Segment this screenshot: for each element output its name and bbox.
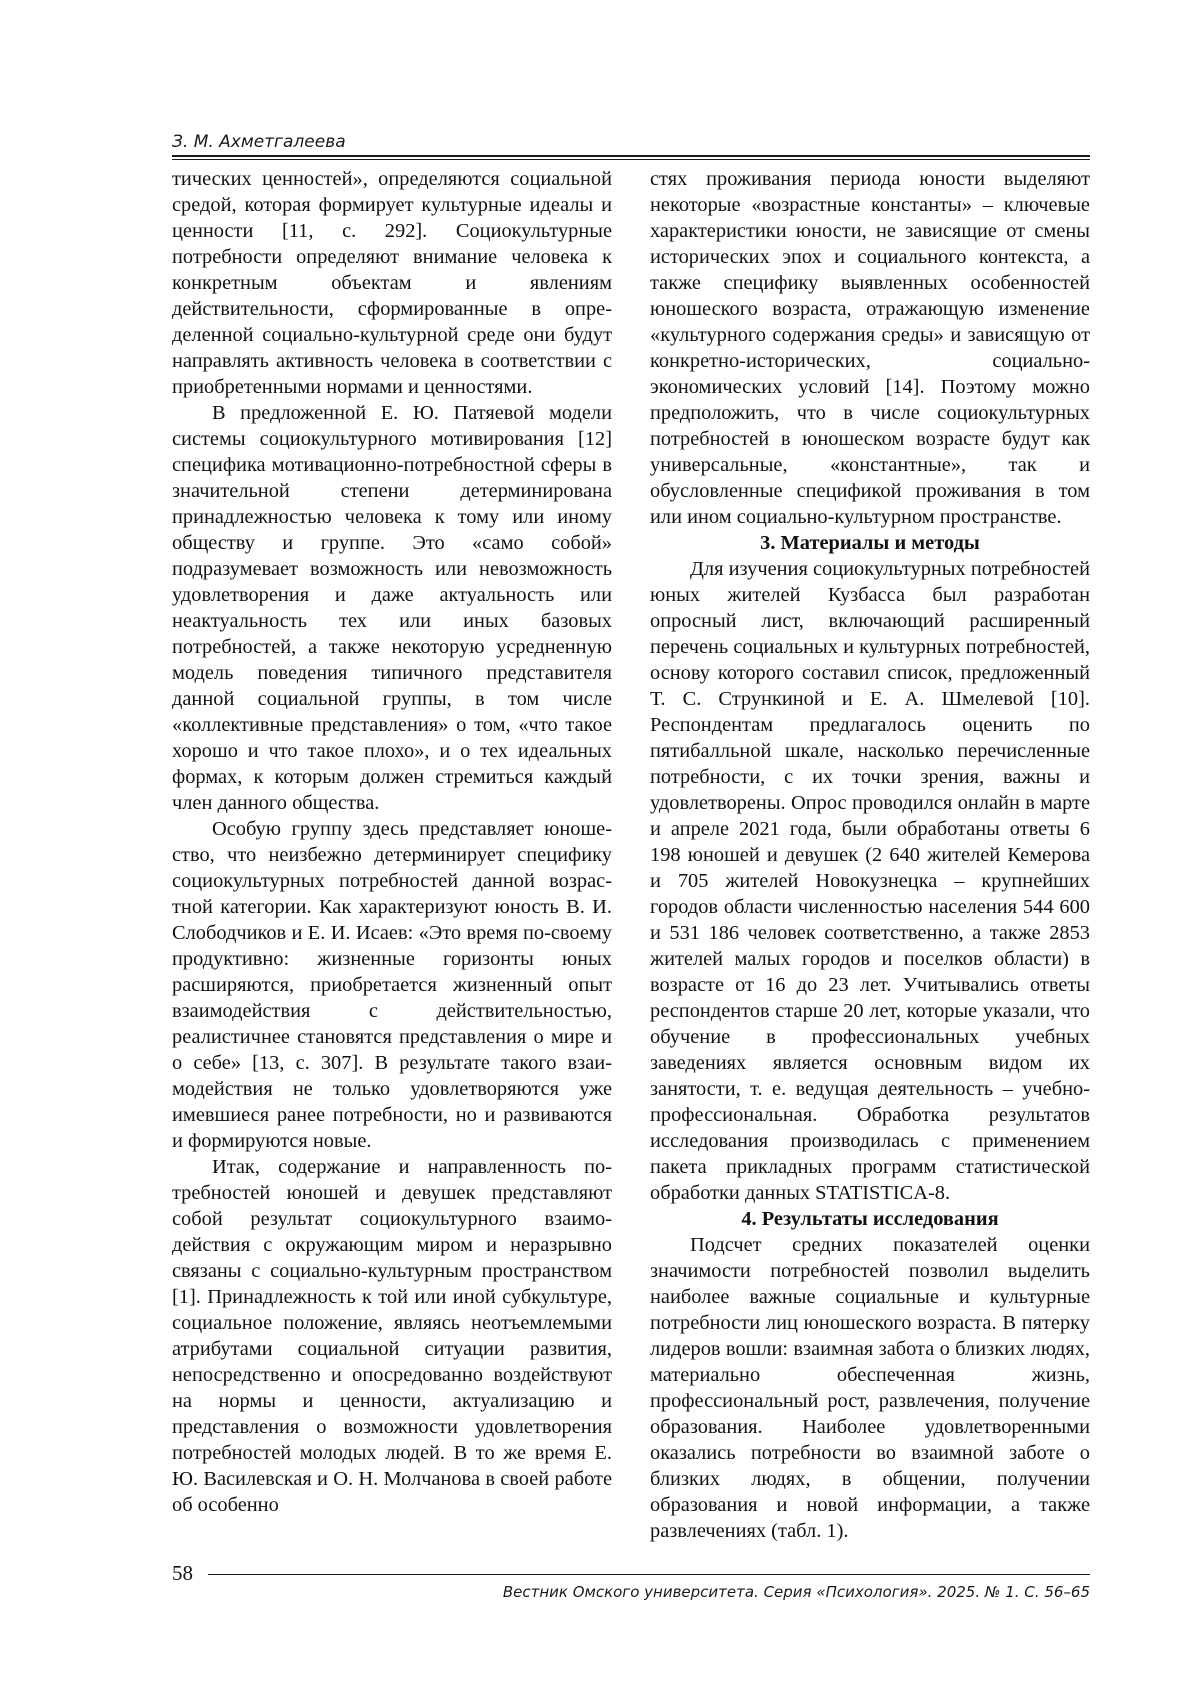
paragraph: Для изучения социокультурных потребностей юных жителей Кузбасса был разработан опросный лист, включающий расширенный перечень социальных и культурных потребностей, основу которого составил список, предложенный Т. С. Стрункиной и Е. А. Шмелевой [10]. Респондентам предлагалось оценить по пятибалльной шкале, насколько перечисленные потребности, с их точки зрения, важны и удовлетворены. Опрос проводился онлайн в марте и апреле 2021 года, были обработаны ответы 6 198 юношей и девушек (2 640 жителей Кемерова и 705 жителей Новокузнецка – крупнейших городов области численностью населения 544 600 и 531 186 человек соответственно, а также 2853 жителей малых городов и поселков области) в возрасте от 16 до 23 лет. Учитывались ответы респондентов старше 20 лет, которые указали, что обучение в профессиональных учебных заведениях является основным видом их занятости, т. е. ведущая деятельность – учебно-профессиональная. Обработка результатов исследования производилась с применением пакета прикладных программ статистической обработки данных STATISTICA-8. <box>650 558 1090 1204</box>
paragraph: тических ценностей», определяются социальной средой, которая формирует культурные идеалы и ценности [11, с. 292]. Социокультурные потребности определяют внимание человека к конкретным объектам и явлениям действительности, сформированные в определенной социально-культурной среде они будут направлять активность человека в соответствии с приобретенными нормами и ценностями. <box>172 168 612 398</box>
paragraph: Особую группу здесь представляет юношество, что неизбежно детерминирует специфику социокультурных потребностей данной возрастной категории. Как характеризуют юность В. И. Слободчиков и Е. И. Исаев: «Это время по-своему продуктивно: жизненные горизонты юных расширяются, приобретается жизненный опыт взаимодействия с действительностью, реалистичнее становятся представления о мире и о себе» [13, с. 307]. В результате такого взаимодействия не только удовлетворяются уже имевшиеся ранее потребности, но и развиваются и формируются новые. <box>172 818 612 1152</box>
header-rule-thick <box>172 155 1090 157</box>
section-heading-results: 4. Результаты исследования <box>741 1208 999 1230</box>
paragraph: Итак, содержание и направленность потребностей юношей и девушек представляют собой результат социокультурного взаимодействия с окружающим миром и неразрывно связаны с социально-культурным пространством [1]. Принадлежность к той или иной субкультуре, социальное положение, являясь неотъемлемыми атрибутами социальной ситуации развития, непосредственно и опосредованно воздействуют на нормы и ценности, актуализацию и представления о возможности удовлетворения потребностей молодых людей. В то же время Е. Ю. Василевская и О. Н. Молчанова в своей работе об особенно <box>172 1156 612 1516</box>
section-heading-materials-methods: 3. Материалы и методы <box>760 532 980 554</box>
paragraph: стях проживания периода юности выделяют некоторые «возрастные константы» – ключевые характеристики юности, не зависящие от смены исторических эпох и социального контекста, а также специфику выявленных особенностей юношеского возраста, отражающую изменение «культурного содержания среды» и зависящую от конкретно-исторических, социально-экономических условий [14]. Поэтому можно предположить, что в числе социокультурных потребностей в юношеском возрасте будут как универсальные, «константные», так и обусловленные спецификой проживания в том или ином социально-культурном пространстве. <box>650 168 1090 528</box>
journal-citation: Вестник Омского университета. Серия «Психология». 2025. № 1. С. 56–65 <box>502 1583 1090 1601</box>
left-column <box>172 166 612 1518</box>
paragraph: В предложенной Е. Ю. Патяевой модели системы социокультурного мотивирования [12] специфика мотивационно-потребностной сферы в значительной степени детерминирована принадлежностью человека к тому или иному обществу и группе. Это «само собой» подразумевает возможность или невозможность удовлетворения и даже актуальность или неактуальность тех или иных базовых потребностей, а также некоторую усредненную модель поведения типичного представителя данной социальной группы, в том числе «коллективные представления» о том, «что такое хорошо и что такое плохо», и о тех идеальных формах, к которым должен стремиться каждый член данного общества. <box>172 402 612 814</box>
paragraph: Подсчет средних показателей оценки значимости потребностей позволил выделить наиболее важные социальные и культурные потребности лиц юношеского возраста. В пятерку лидеров вошли: взаимная забота о близких людях, материально обеспеченная жизнь, профессиональный рост, развлечения, получение образования. Наиболее удовлетворенными оказались потребности во взаимной заботе о близких людях, в общении, получении образования и новой информации, а также развлечениях (табл. 1). <box>650 1234 1090 1542</box>
header-rule-thin <box>172 159 1090 160</box>
running-head-author: З. М. Ахметгалеева <box>172 132 346 152</box>
right-column <box>650 166 1090 1544</box>
page-number: 58 <box>172 1561 193 1585</box>
footer-rule <box>208 1574 1090 1575</box>
